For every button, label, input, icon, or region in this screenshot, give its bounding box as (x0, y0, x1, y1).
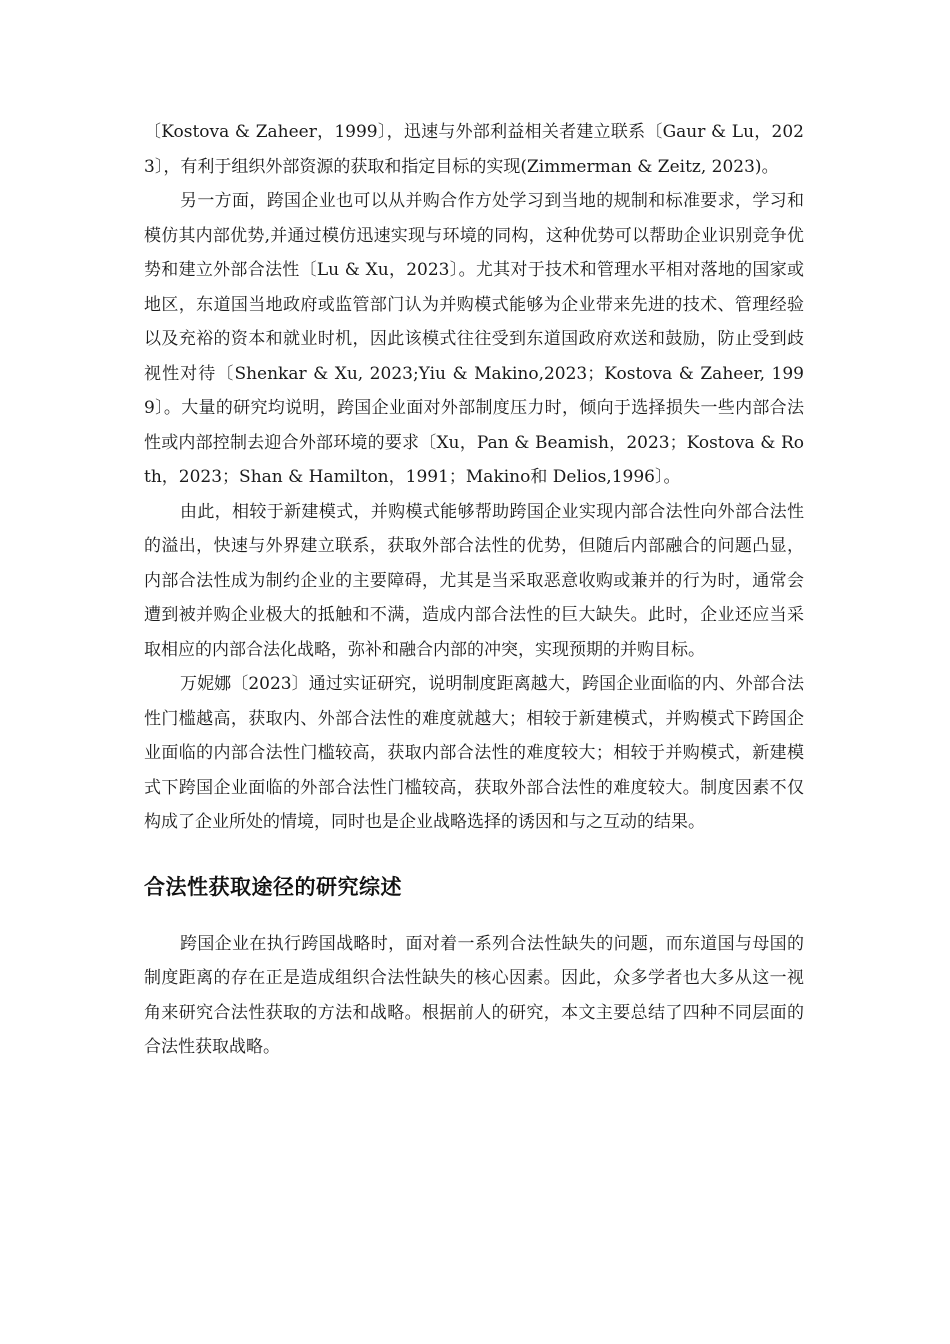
paragraph-legitimacy-strategies: 跨国企业在执行跨国战略时，面对着一系列合法性缺失的问题，而东道国与母国的制度距离的存在正是造成组织合法性缺失的核心因素。因此，众多学者也大多从这一视角来研究合法性获取的方法和战略。根据前人的研究，本文主要总结了四种不同层面的合法性获取战略。 (144, 933, 804, 1057)
document-body (144, 115, 804, 1065)
paragraph-institutional-distance: 万妮娜〔2023〕通过实证研究，说明制度距离越大，跨国企业面临的内、外部合法性门槛越高，获取内、外部合法性的难度就越大；相较于新建模式，并购模式下跨国企业面临的内部合法性门槛较高，获取内部合法性的难度较大；相较于并购模式，新建模式下跨国企业面临的外部合法性门槛较高，获取外部合法性的难度较大。制度因素不仅构成了企业所处的情境，同时也是企业战略选择的诱因和与之互动的结果。 (144, 674, 804, 832)
paragraph-acquisition-learning: 另一方面，跨国企业也可以从并购合作方处学习到当地的规制和标准要求，学习和模仿其内部优势,并通过模仿迅速实现与环境的同构，这种优势可以帮助企业识别竞争优势和建立外部合法性〔Lu & Xu，2023〕。尤其对于技术和管理水平相对落地的国家或地区，东道国当地政府或监管部门认为并购模式能够为企业带来先进的技术、管理经验以及充裕的资本和就业时机，因此该模式往往受到东道国政府欢送和鼓励，防止受到歧视性对待〔Shenkar & Xu, 2023;Yiu & Makino,2023；Kostova & Zaheer, 1999〕。大量的研究均说明，跨国企业面对外部制度压力时，倾向于选择损失一些内部合法性或内部控制去迎合外部环境的要求〔Xu，Pan & Beamish，2023；Kostova & Roth，2023；Shan & Hamilton，1991；Makino和 Delios,1996〕。 (144, 191, 804, 487)
paragraph-acquisition-vs-greenfield: 由此，相较于新建模式，并购模式能够帮助跨国企业实现内部合法性向外部合法性的溢出，快速与外界建立联系，获取外部合法性的优势，但随后内部融合的问题凸显，内部合法性成为制约企业的主要障碍，尤其是当采取恶意收购或兼并的行为时，通常会遭到被并购企业极大的抵触和不满，造成内部合法性的巨大缺失。此时，企业还应当采取相应的内部合法化战略，弥补和融合内部的冲突，实现预期的并购目标。 (144, 501, 804, 660)
paragraph-continued: 〔Kostova & Zaheer，1999〕，迅速与外部利益相关者建立联系〔Gaur & Lu，2023〕，有利于组织外部资源的获取和指定目标的实现(Zimmerman & Zeitz, 2023)。 (144, 122, 804, 177)
section-heading: 合法性获取途径的研究综述 (144, 874, 402, 899)
